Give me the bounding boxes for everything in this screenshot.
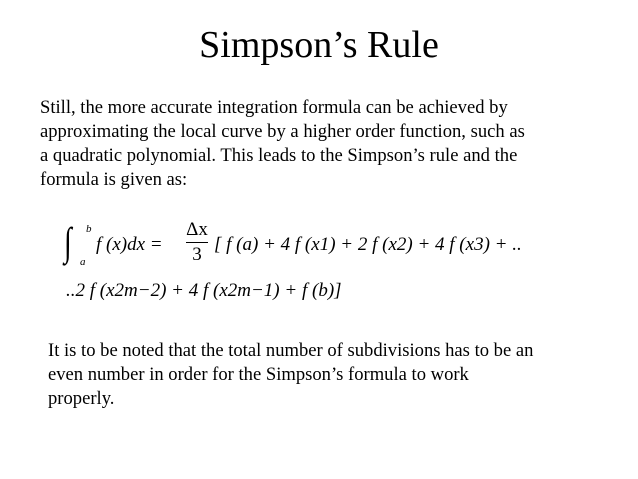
formula-line-2: ..2 f (x2m−2) + 4 f (x2m−1) + f (b)] — [66, 280, 342, 301]
note-paragraph — [48, 339, 618, 411]
formula-line-1: [ f (a) + 4 f (x1) + 2 f (x2) + 4 f (x3) + .. — [214, 234, 522, 255]
intro-line: formula is given as: — [40, 169, 188, 190]
fraction-denominator: 3 — [192, 244, 202, 265]
integrand: f (x)dx = — [96, 234, 163, 255]
delta-x-over-3 — [186, 219, 208, 267]
note-line: even number in order for the Simpson’s formula to work — [48, 364, 469, 385]
integral-upper-limit: b — [86, 223, 92, 235]
note-line: properly. — [48, 388, 115, 409]
integral-lower-limit: a — [80, 256, 86, 268]
intro-line: Still, the more accurate integration formula can be achieved by — [40, 97, 508, 118]
slide-title: Simpson’s Rule — [199, 24, 439, 66]
note-line: It is to be noted that the total number of subdivisions has to be an — [48, 340, 534, 361]
fraction-numerator: Δx — [186, 219, 208, 243]
intro-line: approximating the local curve by a higher order function, such as — [40, 121, 525, 142]
intro-paragraph — [40, 96, 610, 192]
integral-sign: ∫ — [64, 219, 72, 264]
intro-line: a quadratic polynomial. This leads to the Simpson’s rule and the — [40, 145, 518, 166]
